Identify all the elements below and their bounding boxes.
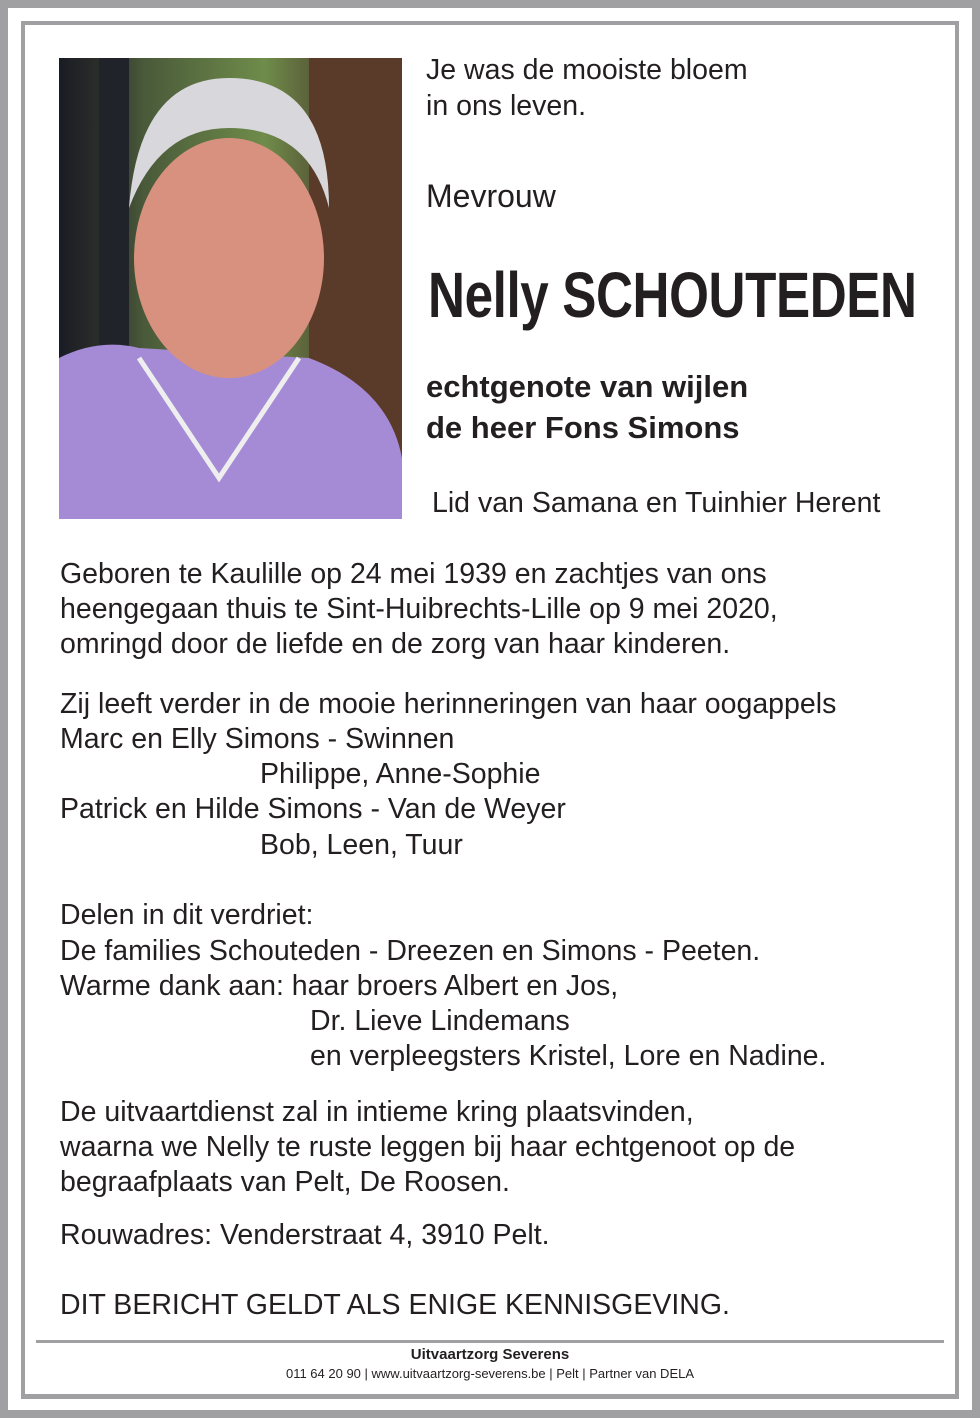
text-line: Patrick en Hilde Simons - Van de Weyer	[60, 793, 566, 825]
text-line: De families Schouteden - Dreezen en Simons - Peeten.	[60, 935, 761, 967]
portrait-photo	[59, 58, 402, 519]
deceased-name: Nelly SCHOUTEDEN	[428, 259, 917, 331]
text-line: heengegaan thuis te Sint-Huibrechts-Lille op 9 mei 2020,	[60, 593, 778, 625]
salutation: Mevrouw	[426, 178, 556, 214]
spouse-line: de heer Fons Simons	[426, 410, 740, 445]
text-line: begraafplaats van Pelt, De Roosen.	[60, 1166, 510, 1198]
text-line: Marc en Elly Simons - Swinnen	[60, 723, 455, 755]
text-line: Zij leeft verder in de mooie herinneringen van haar oogappels	[60, 688, 837, 720]
text-line: Bob, Leen, Tuur	[260, 829, 463, 861]
text-line: De uitvaartdienst zal in intieme kring plaatsvinden,	[60, 1096, 694, 1128]
text-line: waarna we Nelly te ruste leggen bij haar echtgenoot op de	[60, 1131, 796, 1163]
spouse-line: echtgenote van wijlen	[426, 369, 749, 404]
text-line: Delen in dit verdriet:	[60, 899, 314, 931]
text-line: Dr. Lieve Lindemans	[310, 1005, 570, 1037]
motto-line: Je was de mooiste bloem	[426, 54, 748, 86]
text-line: Philippe, Anne-Sophie	[260, 758, 541, 790]
motto-line: in ons leven.	[426, 90, 587, 122]
membership: Lid van Samana en Tuinhier Herent	[432, 487, 881, 519]
funeral-company-details: 011 64 20 90 | www.uitvaartzorg-severens.be | Pelt | Partner van DELA	[285, 1366, 695, 1381]
text-line: Warme dank aan: haar broers Albert en Jos,	[60, 970, 619, 1002]
funeral-company: Uitvaartzorg Severens	[410, 1346, 570, 1363]
text-line: omringd door de liefde en de zorg van haar kinderen.	[60, 628, 731, 660]
address: Rouwadres: Venderstraat 4, 3910 Pelt.	[60, 1219, 550, 1251]
text-line: Geboren te Kaulille op 24 mei 1939 en zachtjes van ons	[60, 558, 767, 590]
text-line: en verpleegsters Kristel, Lore en Nadine.	[310, 1040, 827, 1072]
notice-statement: DIT BERICHT GELDT ALS ENIGE KENNISGEVING.	[60, 1289, 730, 1321]
footer-divider	[36, 1340, 944, 1343]
